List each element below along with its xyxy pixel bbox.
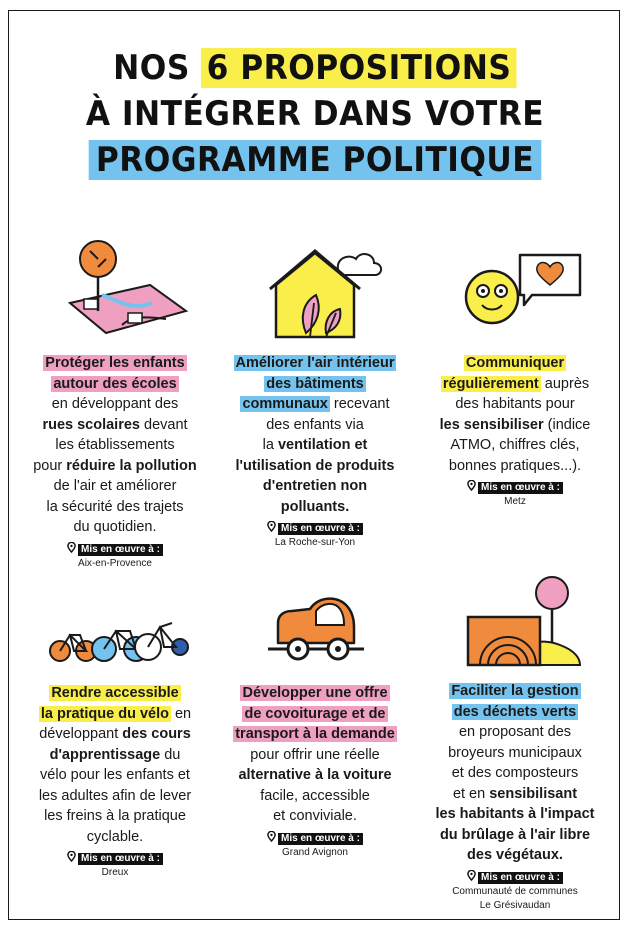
card-3-heading-line-1: Communiquer: [465, 355, 565, 371]
card-1-heading-line-2: autour des écoles: [53, 375, 177, 392]
card-2-text: la: [262, 437, 278, 453]
implemented-in-label: Mis en œuvre à :: [478, 482, 563, 494]
poster-title: [9, 45, 621, 183]
card-3-text: ATMO, chiffres clés,: [450, 437, 580, 453]
card-3-place: Metz: [504, 496, 526, 507]
title-highlight-programme: PROGRAMME POLITIQUE: [89, 140, 542, 180]
card-1-text: en développant des: [51, 396, 179, 412]
card-4-heading-line-2: la pratique du vélo: [40, 705, 169, 722]
card-4-location: [17, 851, 213, 879]
title-line-2: À INTÉGRER DANS VOTRE: [85, 94, 545, 134]
location-pin-icon: [267, 831, 276, 842]
card-3-heading-line-2: régulièrement: [442, 375, 539, 392]
smiley-heart-icon: [440, 233, 590, 343]
card-4-bold: d'apprentissage: [49, 746, 161, 763]
card-1-text: pour: [33, 457, 67, 474]
proposal-card-schools: [17, 233, 213, 570]
card-4-text: en: [170, 705, 192, 722]
card-5-heading-line-2: de covoiturage et de: [244, 705, 386, 722]
car-icon: [240, 583, 390, 671]
card-5-heading-line-3: transport à la demande: [235, 726, 395, 742]
implemented-in-label: Mis en œuvre à :: [278, 833, 363, 845]
card-3-text: (indice: [543, 416, 591, 433]
location-pin-icon: [67, 851, 76, 862]
card-2-bold: polluants.: [280, 498, 350, 515]
bicycles-icon: [40, 591, 190, 671]
compost-tree-icon: [440, 571, 590, 671]
card-4-text: les adultes afin de lever: [38, 787, 192, 804]
card-1-place: Aix-en-Provence: [78, 557, 152, 569]
card-5-heading-line-1: Développer une offre: [242, 685, 388, 701]
card-6-place-line-2: Le Grésivaudan: [479, 899, 551, 911]
card-2-heading-line-1: Améliorer l'air intérieur: [235, 355, 395, 371]
card-1-text: la sécurité des trajets: [46, 498, 184, 515]
title-highlight-propositions: 6 PROPOSITIONS: [201, 48, 517, 88]
card-4-bold: des cours: [122, 726, 191, 742]
card-5-text: pour offrir une réelle: [250, 746, 380, 763]
proposal-card-communication: [417, 233, 613, 508]
proposal-card-green-waste: [417, 571, 613, 912]
card-5-location: [217, 831, 413, 859]
card-5-bold: alternative à la voiture: [238, 767, 392, 783]
poster-frame: [8, 10, 620, 920]
card-4-text: cyclable.: [86, 828, 144, 845]
tree-map-icon: [40, 233, 190, 343]
card-1-bold: réduire la pollution: [66, 457, 197, 474]
location-pin-icon: [267, 521, 276, 532]
card-6-text: broyeurs municipaux: [448, 744, 582, 761]
card-3-location: [417, 480, 613, 508]
card-6-bold: des végétaux.: [467, 847, 563, 863]
card-1-text: devant: [139, 416, 188, 433]
card-6-bold: sensibilisant: [489, 785, 578, 802]
implemented-in-label: Mis en œuvre à :: [78, 544, 163, 556]
card-2-text: des enfants via: [266, 416, 364, 433]
card-1-text: du quotidien.: [73, 519, 157, 535]
location-pin-icon: [67, 542, 76, 553]
card-6-text: en proposant des: [458, 724, 572, 740]
proposal-card-indoor-air: [217, 233, 413, 549]
card-3-bold: les sensibiliser: [439, 416, 544, 433]
card-6-place: Communauté de communes: [452, 885, 578, 897]
card-3-text: bonnes pratiques...).: [448, 457, 582, 474]
card-1-text: les établissements: [55, 437, 175, 453]
card-6-heading-line-1: Faciliter la gestion: [451, 683, 579, 699]
card-3-text: auprès: [540, 375, 590, 392]
card-5-text: facile, accessible: [260, 787, 370, 804]
card-6-text: et en: [452, 785, 490, 802]
title-line-1-prefix: NOS: [113, 48, 202, 88]
card-2-text: recevant: [329, 396, 390, 412]
card-6-text: et des composteurs: [451, 765, 579, 781]
card-1-heading-line-1: Protéger les enfants: [45, 355, 185, 371]
proposal-card-bike: [17, 591, 213, 879]
card-2-bold: ventilation et: [277, 437, 368, 453]
card-1-bold: rues scolaires: [42, 416, 140, 433]
implemented-in-label: Mis en œuvre à :: [478, 872, 563, 884]
card-2-location: [217, 521, 413, 549]
implemented-in-label: Mis en œuvre à :: [78, 853, 163, 865]
card-4-text: du: [160, 746, 181, 763]
card-3-text: des habitants pour: [455, 396, 575, 412]
house-leaves-icon: [240, 233, 390, 343]
title-line-1: [33, 45, 596, 91]
card-2-place: La Roche-sur-Yon: [274, 537, 356, 548]
card-2-bold: l'utilisation de produits: [235, 457, 395, 474]
card-2-heading-line-2: des bâtiments: [266, 375, 364, 392]
card-2-heading-line-3: communaux: [242, 396, 328, 412]
card-6-bold: les habitants à l'impact: [435, 806, 595, 822]
card-4-place: Dreux: [101, 867, 129, 878]
proposal-card-carpool: [217, 583, 413, 859]
title-line-3: [33, 137, 596, 183]
implemented-in-label: Mis en œuvre à :: [278, 523, 363, 535]
card-4-heading-line-1: Rendre accessible: [51, 685, 179, 701]
card-6-location: [417, 870, 613, 912]
card-4-text: vélo pour les enfants et: [40, 767, 190, 783]
card-5-text: et conviviale.: [273, 808, 357, 824]
card-1-text: de l'air et améliorer: [53, 478, 177, 494]
card-4-text: développant: [39, 726, 123, 742]
card-2-bold: d'entretien non: [262, 478, 368, 494]
card-5-place: Grand Avignon: [282, 846, 348, 858]
card-1-location: [17, 542, 213, 570]
location-pin-icon: [467, 870, 476, 881]
location-pin-icon: [467, 480, 476, 491]
card-6-heading-line-2: des déchets verts: [453, 703, 577, 720]
card-6-bold: du brûlage à l'air libre: [439, 826, 591, 843]
card-4-text: les freins à la pratique: [44, 808, 186, 824]
